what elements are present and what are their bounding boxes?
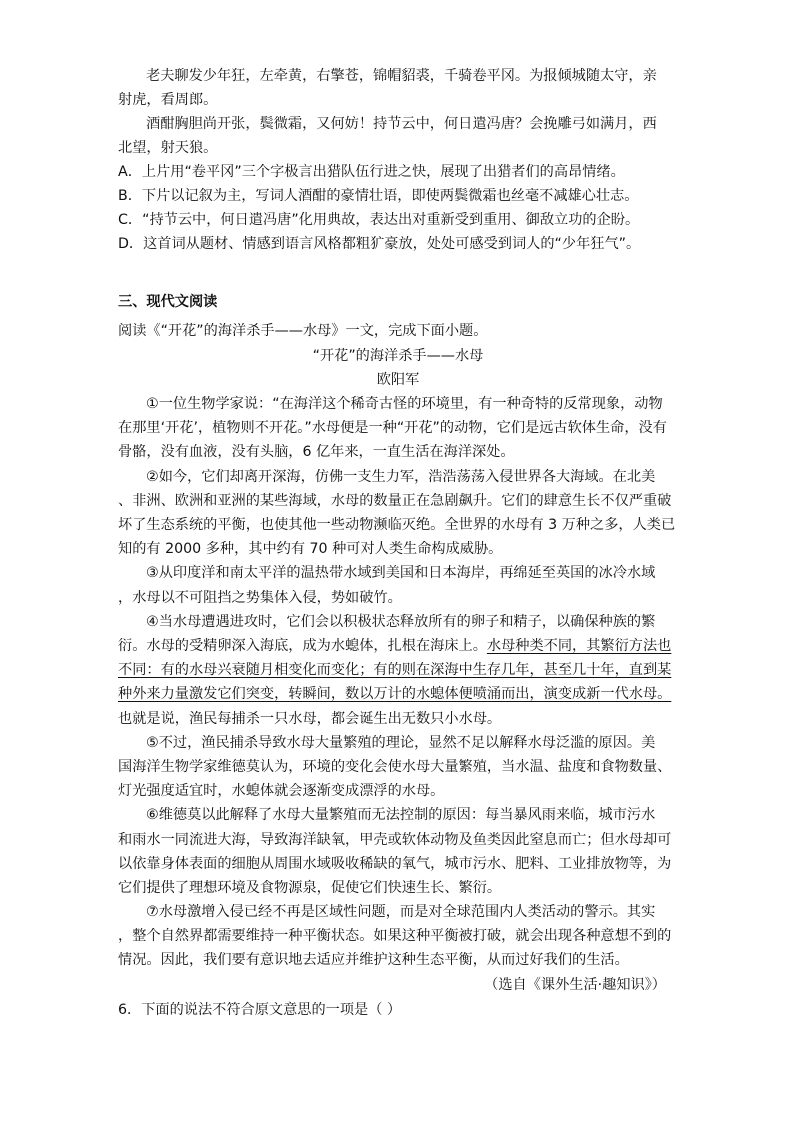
poem-line: 酒酣胸胆尚开张，鬓微霜，又何妨！持节云中，何日遣冯唐？会挽雕弓如满月，西 (146, 116, 657, 132)
section-heading: 三、现代文阅读 (118, 294, 218, 310)
paragraph-2-line: 坏了生态系统的平衡，也使其他一些动物濒临灭绝。全世界的水母有 3 万种之多，人类已 (118, 517, 676, 533)
paragraph-7-line: ，整个自然界都需要维持一种平衡状态。如果这种平衡被打破，就会出现各种意想不到的 (118, 928, 672, 944)
poem-line: 老夫聊发少年狂，左牵黄，右擎苍，锦帽貂裘，千骑卷平冈。为报倾城随太守，亲 (146, 68, 657, 84)
paragraph-1-line: 骨骼，没有血液，没有头脑，6 亿年来，一直生活在海洋深处。 (118, 444, 515, 460)
paragraph-2-line: ②如今，它们却离开深海，仿佛一支生力军，浩浩荡荡入侵世界各大海域。在北美 (146, 469, 656, 485)
paragraph-5-line: ⑤不过，渔民捕杀导致水母大量繁殖的理论，显然不足以解释水母泛滥的原因。美 (146, 735, 656, 751)
paragraph-5-line: 国海洋生物学家维德莫认为，环境的变化会使水母大量繁殖，当水温、盐度和食物数量、 (118, 759, 672, 775)
article-source: （选自《课外生活·趣知识》） (484, 977, 666, 993)
paragraph-2-line: 知的有 2000 多种，其中约有 70 种可对人类生命构成威胁。 (118, 541, 503, 557)
paragraph-7-line: ⑦水母激增入侵已经不再是区域性问题，而是对全球范围内人类活动的警示。其实 (146, 904, 656, 920)
option-a: A．上片用“卷平冈”三个字极言出猎队伍行进之快，展现了出猎者们的高昂情绪。 (118, 164, 625, 180)
paragraph-6-line: 以依靠身体表面的细胞从周围水域吸收稀缺的氧气，城市污水、肥料、工业排放物等，为 (118, 856, 672, 872)
paragraph-4-text: 衍。水母的受精卵深入海底，成为水螅体，扎根在海床上。 (118, 638, 487, 654)
underlined-text: 种外来力量激发它们突变，转瞬间，数以万计的水螅体便喷涌而出，演变成新一代水母。 (118, 686, 672, 702)
article-author: 欧阳军 (376, 372, 420, 388)
paragraph-4-line: 也就是说，渔民每捕杀一只水母，都会诞生出无数只小水母。 (118, 711, 502, 727)
paragraph-6-line: ⑥维德莫以此解释了水母大量繁殖而无法控制的原因：每当暴风雨来临，城市污水 (146, 807, 656, 823)
paragraph-1-line: 在那里‘开花’，植物则不开花。”水母便是一种“开花”的动物，它们是远古软体生命，没有 (118, 420, 667, 436)
poem-line: 北望，射天狼。 (118, 140, 218, 156)
paragraph-7-line: 情况。因此，我们要有意识地去适应并维护这种生态平衡，从而过好我们的生活。 (118, 952, 629, 968)
question-6: 6．下面的说法不符合原文意思的一项是（ ） (118, 1002, 402, 1018)
option-b: B．下片以记叙为主，写词人酒酣的豪情壮语，即使两鬓微霜也丝毫不减雄心壮志。 (118, 188, 639, 204)
underlined-text: 水母种类不同，其繁衍方法也 (486, 638, 672, 654)
paragraph-4-line (118, 637, 678, 655)
paragraph-3-line: ，水母以不可阻挡之势集体入侵，势如破竹。 (118, 590, 402, 606)
paragraph-1-line: ①一位生物学家说：“在海洋这个稀奇古怪的环境里，有一种奇特的反常现象，动物 (146, 396, 663, 412)
reading-instruction: 阅读《“开花”的海洋杀手——水母》一文，完成下面小题。 (118, 323, 488, 339)
poem-line: 射虎，看周郎。 (118, 92, 218, 108)
article-title: “开花”的海洋杀手——水母 (312, 348, 484, 364)
option-d: D．这首词从题材、情感到语言风格都粗犷豪放，处处可感受到词人的“少年狂气”。 (118, 236, 641, 252)
paragraph-3-line: ③从印度洋和南太平洋的温热带水域到美国和日本海岸，再绵延至英国的冰冷水域 (146, 565, 656, 581)
paragraph-6-line: 它们提供了理想环境及食物源泉，促使它们快速生长、繁衍。 (118, 880, 502, 896)
paragraph-2-line: 、非洲、欧洲和亚洲的某些海域，水母的数量正在急剧飙升。它们的肆意生长不仅严重破 (118, 493, 672, 509)
option-c: C．“持节云中，何日遣冯唐”化用典故，表达出对重新受到重用、御敌立功的企盼。 (118, 212, 640, 228)
underlined-text: 不同：有的水母兴衰随月相变化而变化；有的则在深海中生存几年，甚至几十年，直到某 (118, 662, 672, 678)
paragraph-6-line: 和雨水一同流进大海，导致海洋缺氧，甲壳或软体动物及鱼类因此窒息而亡；但水母却可 (118, 832, 672, 848)
paragraph-5-line: 灯光强度适宜时，水螅体就会逐渐变成漂浮的水母。 (118, 783, 445, 799)
paragraph-4-line: ④当水母遭遇进攻时，它们会以积极状态释放所有的卵子和精子，以确保种族的繁 (146, 614, 656, 630)
